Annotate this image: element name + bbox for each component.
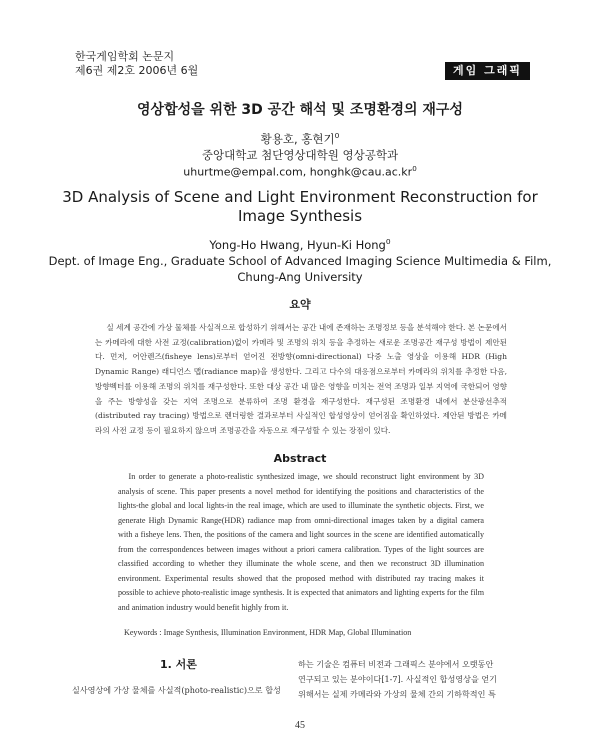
intro-right-line: 위해서는 실제 카메라와 가상의 물체 간의 기하학적인 특	[298, 689, 496, 699]
korean-authors	[0, 131, 600, 147]
journal-info	[75, 50, 198, 78]
keywords: Keywords : Image Synthesis, Illumination Environment, HDR Map, Global Illumination	[124, 628, 412, 637]
english-affiliation-line2: Chung-Ang University	[237, 270, 363, 284]
english-author-mark: 0	[385, 237, 391, 246]
korean-author-mark: 0	[334, 131, 340, 141]
korean-title: 영상합성을 위한 3D 공간 해석 및 조명환경의 재구성	[137, 102, 463, 118]
intro-right-line: 연구되고 있는 분야이다[1-7]. 사실적인 합성영상을 얻기	[298, 674, 497, 684]
author-emails	[0, 164, 600, 179]
section-heading-introduction: 1. 서론	[160, 658, 197, 671]
intro-left-column: 실사영상에 가상 물체를 사실적(photo-realistic)으로 합성	[72, 685, 281, 695]
abstract-heading: Abstract	[273, 452, 327, 465]
page-number: 45	[295, 720, 305, 731]
korean-summary: 실 세계 공간에 가상 물체를 사실적으로 합성하기 위해서는 공간 내에 존재하는 조명정보 등을 분석해야 한다. 본 논문에서는 카메라에 대한 사전 교정(calibration)없이 카메라 및 조명의 위치 등을 추정하는 새로운 조명공간 재구성 방법이 제안된다. 먼저, 어안렌즈(fisheye lens)로부터 얻어진 전방향(omni-directional) 다중 노출 영상을 이용해 HDR (High Dynamic Range) 래디언스 맵(radiance map)을 생성한다. 그리고 다수의 대응점으로부터 카메라의 위치를 추정한 다음, 방향벡터를 이용해 조명의 위치를 재구성한다. 또한 대상 공간 내 많은 영향을 미치는 전역 조명과 일부 지역에 국한되어 영향을 주는 방향성을 갖는 지역 조명으로 분류하여 조명 환경을 재구성한다. 재구성된 조명환경 내에서 분산광선추적(distributed ray tracing) 방법으로 렌더링한 결과로부터 사실적인 합성영상이 얻어짐을 확인하였다. 제안된 방법은 카메라의 사전 교정 등이 필요하지 않으며 조명공간을 자동으로 재구성할 수 있는 장점이 있다.	[95, 323, 507, 435]
english-abstract: In order to generate a photo-realistic synthesized image, we should reconstruct light environment by 3D analysis of scene. This paper presents a novel method for identifying the positions and characteristics of the lights-the global and local lights-in the real image, which are used to illuminate the synthetic objects. First, we generate High Dynamic Range(HDR) radiance map from omni-directional images taken by a digital camera with a fisheye lens. Then, the positions of the camera and light sources in the scene are identified automatically from the correspondences between images without a priori camera calibration. Types of the light sources are classified according to whether they illuminate the whole scene, and then we reconstruct 3D illumination environment. Experimental results showed that the proposed method with distributed ray tracing makes it possible to achieve photo-realistic image synthesis. It is expected that animators and lighting experts for the film and animation industry would benefit highly from it.	[118, 472, 484, 612]
journal-name: 한국게임학회 논문지	[75, 50, 175, 63]
english-authors-names: Yong-Ho Hwang, Hyun-Ki Hong	[209, 237, 386, 252]
journal-issue: 제6권 제2호 2006년 6월	[75, 64, 199, 77]
english-title-line1: 3D Analysis of Scene and Light Environment Reconstruction for	[62, 188, 538, 206]
author-emails-text: uhurtme@empal.com, honghk@cau.ac.kr	[183, 165, 413, 179]
english-affiliation	[0, 253, 600, 285]
english-title	[0, 188, 600, 226]
intro-right-column	[298, 657, 518, 702]
english-title-line2: Image Synthesis	[237, 207, 363, 225]
korean-authors-names: 황용호, 홍현기	[260, 132, 335, 146]
english-authors	[0, 237, 600, 252]
email-mark: 0	[412, 164, 417, 173]
category-badge: 게임 그래픽	[445, 62, 530, 80]
english-affiliation-line1: Dept. of Image Eng., Graduate School of Advanced Imaging Science Multimedia & Film,	[48, 254, 552, 268]
summary-heading: 요약	[289, 298, 311, 311]
intro-right-line: 하는 기술은 컴퓨터 비전과 그래픽스 분야에서 오랫동안	[298, 659, 494, 669]
korean-affiliation: 중앙대학교 첨단영상대학원 영상공학과	[201, 148, 399, 162]
